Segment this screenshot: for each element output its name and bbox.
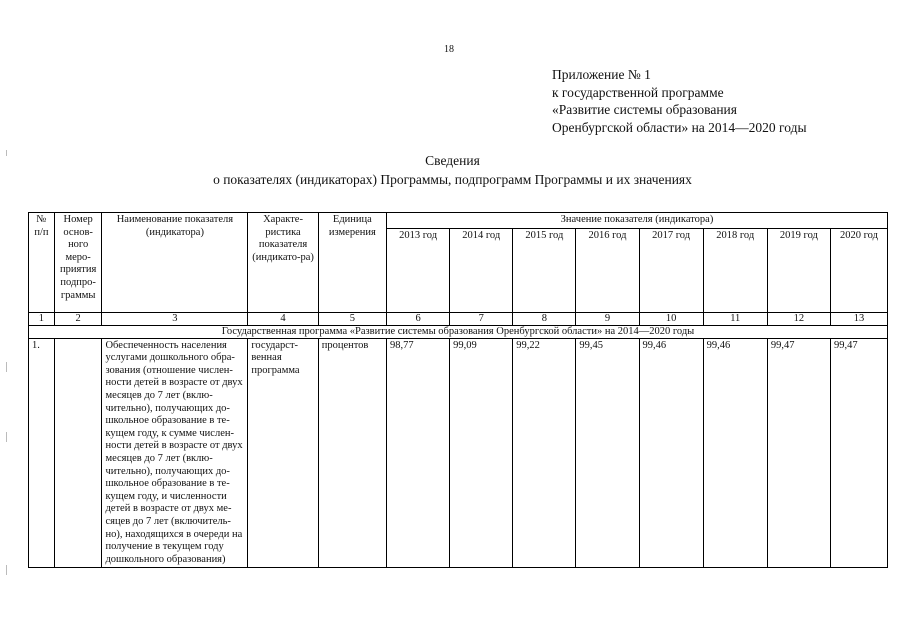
header-year: 2013 год [387, 228, 450, 312]
header-year: 2015 год [513, 228, 576, 312]
header-year: 2019 год [767, 228, 830, 312]
row-value: 98,77 [387, 338, 450, 568]
header-row [29, 213, 888, 229]
header-year: 2017 год [639, 228, 703, 312]
column-number: 10 [639, 312, 703, 325]
title-line: о показателях (индикаторах) Программы, подпрограмм Программы и их значениях [213, 172, 692, 187]
row-value: 99,09 [450, 338, 513, 568]
column-number: 8 [513, 312, 576, 325]
row-value: 99,45 [576, 338, 639, 568]
column-number: 5 [318, 312, 386, 325]
column-number: 9 [576, 312, 639, 325]
row-unit: процентов [318, 338, 386, 568]
row-num: 1. [29, 338, 55, 568]
column-number: 7 [450, 312, 513, 325]
column-number: 11 [703, 312, 767, 325]
column-number: 6 [387, 312, 450, 325]
margin-mark [6, 432, 7, 442]
row-indicator-name: Обеспеченность населения услугами дошкольного обра-зования (отношение числен-ности детей в возрасте от двух месяцев до 7 лет (вклю-чительно), получающих до-школьное образование в те-кущем году, к сумме числен-ности детей в возрасте от двух месяцев до 7 лет (вклю-чительно), получающих до-школьное образование в те-кущем году, и численности детей в возрасте от двух ме-сяцев до 7 лет (включитель-но), находящихся в очереди на получение в текущем году дошкольного образования) [102, 338, 248, 568]
appendix-line: к государственной программе [552, 84, 724, 100]
header-year: 2020 год [830, 228, 887, 312]
row-value: 99,47 [830, 338, 887, 568]
column-number: 4 [248, 312, 318, 325]
margin-mark [6, 362, 7, 372]
row-value: 99,47 [767, 338, 830, 568]
header-value-group: Значение показателя (индикатора) [387, 213, 888, 229]
indicators-table [28, 212, 888, 568]
header-year: 2016 год [576, 228, 639, 312]
column-number-row [29, 312, 888, 325]
margin-mark [6, 565, 7, 575]
row-value: 99,46 [703, 338, 767, 568]
row-value: 99,46 [639, 338, 703, 568]
column-number: 2 [54, 312, 102, 325]
header-year: 2018 год [703, 228, 767, 312]
column-number: 3 [102, 312, 248, 325]
column-number: 1 [29, 312, 55, 325]
document-title [0, 151, 905, 189]
header-num: № п/п [29, 213, 55, 313]
appendix-block [552, 66, 807, 136]
header-unit: Единица измерения [318, 213, 386, 313]
table-row [29, 338, 888, 568]
row-measure-num [54, 338, 102, 568]
row-value: 99,22 [513, 338, 576, 568]
column-number: 12 [767, 312, 830, 325]
header-year: 2014 год [450, 228, 513, 312]
section-row [29, 325, 888, 338]
header-measure-num: Номер основ-ного меро-приятия подпро-граммы [54, 213, 102, 313]
column-number: 13 [830, 312, 887, 325]
section-title: Государственная программа «Развитие системы образования Оренбургской области» на 2014—2020 годы [29, 325, 888, 338]
page-number: 18 [444, 44, 454, 55]
appendix-line: «Развитие системы образования [552, 102, 737, 117]
header-characteristic: Характе-ристика показателя (индикато-ра) [248, 213, 318, 313]
appendix-line: Оренбургской области» на 2014—2020 годы [552, 119, 807, 135]
appendix-line: Приложение № 1 [552, 67, 651, 82]
header-indicator-name: Наименование показателя (индикатора) [102, 213, 248, 313]
title-line: Сведения [425, 153, 480, 168]
row-characteristic: государст-венная программа [248, 338, 318, 568]
